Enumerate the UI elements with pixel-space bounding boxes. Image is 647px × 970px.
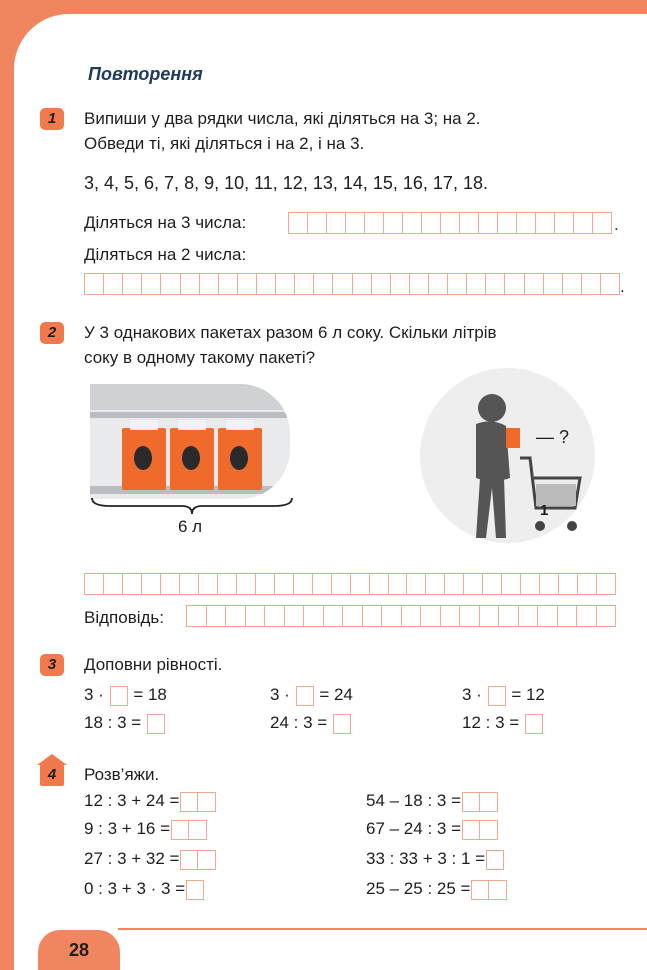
answer-box[interactable] [333, 714, 351, 734]
cart-count-label: 1 [540, 502, 549, 519]
equation-left: 3 · [270, 685, 290, 704]
answer-grid[interactable] [186, 605, 616, 627]
equation [462, 684, 545, 706]
answer-label: Відповідь: [84, 608, 165, 627]
two-digit-answer[interactable] [471, 880, 507, 900]
solution-grid[interactable] [84, 573, 616, 595]
task-number-badge: 3 [40, 654, 64, 676]
equation-left: 3 · [462, 685, 482, 704]
two-digit-answer[interactable] [180, 850, 216, 870]
expression [84, 818, 207, 840]
homework-task-badge: 4 [40, 764, 64, 786]
equation [84, 712, 166, 734]
one-digit-answer[interactable] [486, 850, 504, 870]
unknown-quantity-label: — ? [536, 427, 570, 447]
task-3-title: Доповни рівності. [84, 655, 223, 674]
footer-divider [118, 928, 647, 930]
task-number-badge: 2 [40, 322, 64, 344]
two-digit-answer[interactable] [180, 792, 216, 812]
answer-box[interactable] [525, 714, 543, 734]
two-digit-answer[interactable] [462, 792, 498, 812]
task-2-text-line-2: соку в одному такому пакеті? [84, 348, 316, 367]
answer-box[interactable] [488, 686, 506, 706]
row-2-label: Діляться на 2 числа: [84, 245, 247, 264]
answer-box[interactable] [147, 714, 165, 734]
juice-packs-shelf-image [90, 384, 290, 499]
expression [84, 878, 204, 900]
answer-grid-row-1[interactable] [288, 212, 612, 234]
equation [462, 712, 544, 734]
row-2-period: . [620, 277, 625, 296]
expression-text: 0 : 3 + 3 · 3 = [84, 879, 186, 898]
one-digit-answer[interactable] [186, 880, 204, 900]
expression-text: 27 : 3 + 32 = [84, 849, 180, 868]
expression-text: 33 : 33 + 3 : 1 = [366, 849, 486, 868]
equation-left: 3 · [84, 685, 104, 704]
expression-text: 67 – 24 : 3 = [366, 819, 461, 838]
equation [270, 712, 352, 734]
woman-with-cart-icon [440, 388, 590, 543]
left-margin-stripe [0, 770, 10, 890]
number-list: 3, 4, 5, 6, 7, 8, 9, 10, 11, 12, 13, 14, 15, 16, 17, 18. [84, 173, 488, 193]
brace-icon [90, 496, 295, 516]
two-digit-answer[interactable] [462, 820, 498, 840]
equation-right: = 24 [319, 685, 353, 704]
task-number-badge: 1 [40, 108, 64, 130]
juice-pack [122, 428, 166, 490]
equation-left: 24 : 3 = [270, 713, 328, 732]
expression-text: 54 – 18 : 3 = [366, 791, 461, 810]
expression [366, 848, 504, 870]
left-margin-stripe [0, 120, 10, 190]
task-2-text-line-1: У 3 однакових пакетах разом 6 л соку. Скільки літрів [84, 323, 497, 342]
two-digit-answer[interactable] [171, 820, 207, 840]
expression [366, 818, 498, 840]
expression [84, 790, 216, 812]
expression-text: 9 : 3 + 16 = [84, 819, 171, 838]
answer-box[interactable] [296, 686, 314, 706]
equation-left: 18 : 3 = [84, 713, 142, 732]
row-1-label: Діляться на 3 числа: [84, 213, 247, 232]
equation [84, 684, 167, 706]
equation-right: = 18 [133, 685, 167, 704]
volume-label: 6 л [178, 517, 203, 536]
task-4-title: Розв’яжи. [84, 765, 160, 784]
task-1-text-line-1: Випиши у два рядки числа, які діляться на 3; на 2. [84, 109, 481, 128]
juice-pack [170, 428, 214, 490]
equation-left: 12 : 3 = [462, 713, 520, 732]
answer-box[interactable] [110, 686, 128, 706]
expression [84, 848, 216, 870]
row-1-period: . [614, 215, 619, 234]
answer-grid-row-2[interactable] [84, 273, 620, 295]
equation [270, 684, 353, 706]
expression [366, 878, 507, 900]
page-number: 28 [38, 930, 120, 970]
juice-pack [218, 428, 262, 490]
expression [366, 790, 498, 812]
task-1-text-line-2: Обведи ті, які діляться і на 2, і на 3. [84, 134, 365, 153]
left-margin-stripe [0, 320, 10, 430]
expression-text: 12 : 3 + 24 = [84, 791, 180, 810]
expression-text: 25 – 25 : 25 = [366, 879, 471, 898]
section-title: Повторення [88, 64, 203, 84]
equation-right: = 12 [511, 685, 545, 704]
